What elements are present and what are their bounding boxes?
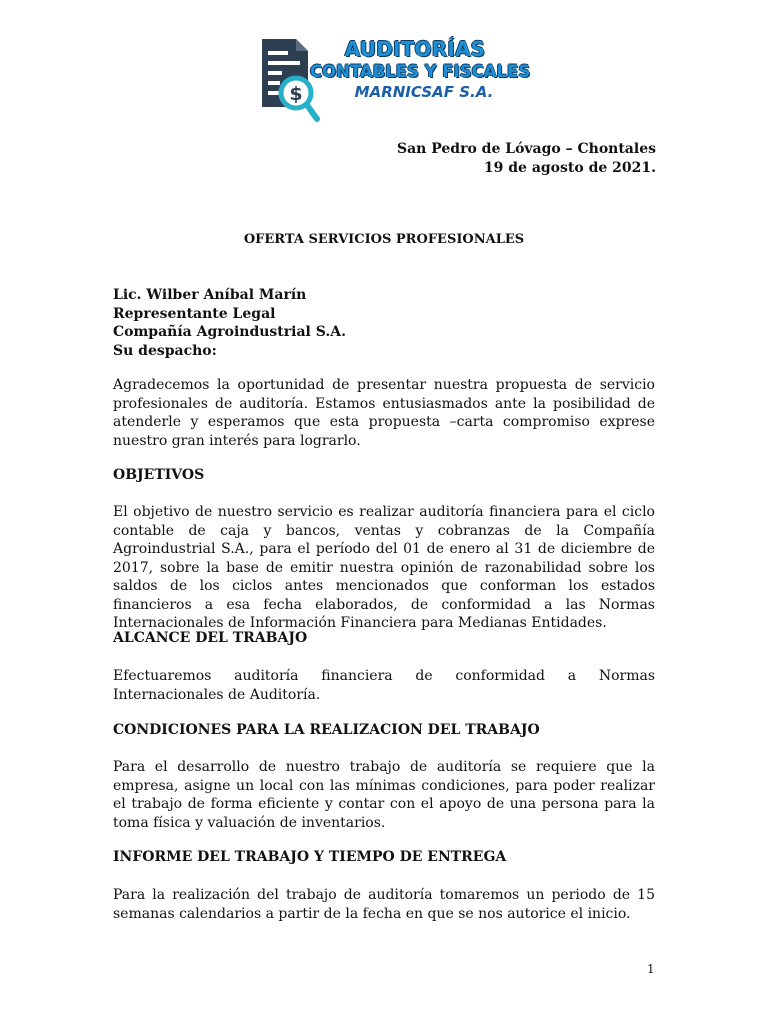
recipient-office: Su despacho: bbox=[113, 343, 217, 360]
section-paragraph bbox=[113, 503, 655, 633]
logo-line-1: AUDITORÍAS bbox=[344, 37, 486, 61]
section-text: Para la realización del trabajo de auditoría tomaremos un periodo de 15 semanas calendarios a partir de la fecha en que se nos autorice el inicio. bbox=[113, 887, 655, 922]
logo-wordmark bbox=[310, 37, 531, 102]
section-text: Efectuaremos auditoría financiera de conformidad a Normas Internacionales de Auditoría. bbox=[113, 668, 655, 703]
svg-text:$: $ bbox=[289, 83, 303, 105]
recipient-block bbox=[113, 286, 346, 361]
section-paragraph bbox=[113, 667, 655, 704]
recipient-role: Representante Legal bbox=[113, 305, 276, 322]
section-text: Para el desarrollo de nuestro trabajo de auditoría se requiere que la empresa, asigne un local con las mínimas condiciones, para poder realizar el trabajo de forma eficiente y contar con el apoyo de una persona para la toma física y valuación de inventarios. bbox=[113, 759, 655, 831]
page-number: 1 bbox=[647, 962, 655, 976]
section-text: El objetivo de nuestro servicio es realizar auditoría financiera para el ciclo contable de caja y bancos, ventas y cobranzas de la Compañía Agroindustrial S.A., para el período del 01 de enero al 31 de diciembre de 2017, sobre la base de emitir nuestra opinión de razonabilidad sobre los saldos de los ciclos antes mencionados que conforman los estados financieros a esa fecha elaborados, de conformidad a las Normas Internacionales de Información Financiera para Medianas Entidades. bbox=[113, 504, 655, 631]
logo-line-2: CONTABLES Y FISCALES bbox=[310, 62, 531, 81]
section-heading: CONDICIONES PARA LA REALIZACION DEL TRABAJO bbox=[113, 722, 540, 738]
section-paragraph bbox=[113, 886, 655, 923]
section-paragraph bbox=[113, 758, 655, 832]
section-heading: ALCANCE DEL TRABAJO bbox=[113, 630, 308, 646]
recipient-company: Compañía Agroindustrial S.A. bbox=[113, 324, 346, 341]
logo-line-3: MARNICSAF S.A. bbox=[354, 83, 494, 101]
document-title: OFERTA SERVICIOS PROFESIONALES bbox=[243, 232, 525, 247]
section-heading: OBJETIVOS bbox=[113, 467, 205, 483]
intro-text: Agradecemos la oportunidad de presentar nuestra propuesta de servicio profesionales de auditoría. Estamos entusiasmados ante la posibilidad de atenderle y esperamos que esta propuesta –carta compromiso exprese nuestro gran interés para lograrlo. bbox=[113, 377, 655, 449]
recipient-name: Lic. Wilber Aníbal Marín bbox=[113, 287, 307, 303]
letter-date: 19 de agosto de 2021. bbox=[483, 160, 656, 176]
section-heading: INFORME DEL TRABAJO Y TIEMPO DE ENTREGA bbox=[113, 849, 507, 865]
intro-paragraph bbox=[113, 376, 655, 450]
letter-place: San Pedro de Lóvago – Chontales bbox=[397, 141, 656, 157]
company-logo bbox=[258, 37, 531, 127]
